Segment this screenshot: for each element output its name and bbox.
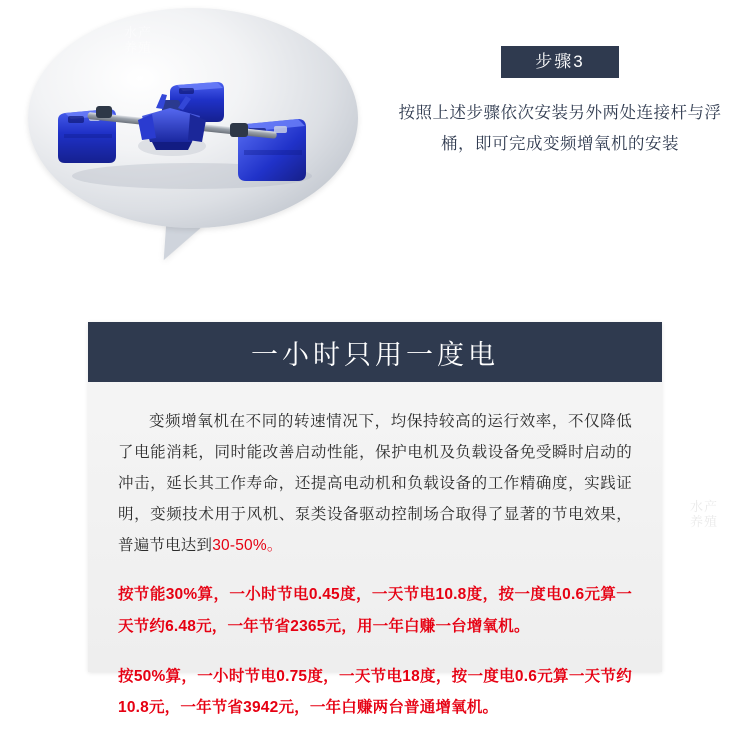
step-description: 按照上述步骤依次安装另外两处连接杆与浮桶，即可完成变频增氧机的安装 — [398, 104, 722, 153]
step-badge: 步骤3 — [501, 46, 618, 78]
paragraph-saving-50: 按50%算，一小时节电0.75度，一天节电18度，按一度电0.6元算一天节约10.8元，一年节省3942元，一年白赚两台普通增氧机。 — [118, 667, 632, 717]
step-text-block — [395, 46, 725, 159]
top-illustration-section — [0, 0, 750, 300]
paragraph-main-text: 变频增氧机在不同的转速情况下，均保持较高的运行效率，不仅降低了电能消耗，同时能改善启动性能，保护电机及负载设备免受瞬时启动的冲击，延长其工作寿命，还提高电动机和负载设备的工作精确度，实践证明，变频技术用于风机、泵类设备驱动控制场合取得了显著的节电效果，普遍节电达到 — [118, 413, 632, 554]
energy-saving-panel — [88, 322, 662, 717]
speech-bubble-container — [28, 8, 388, 268]
panel-title: 一小时只用一度电 — [251, 339, 499, 370]
paragraph-main-highlight: 30-50%。 — [212, 537, 283, 554]
speech-bubble — [28, 8, 358, 228]
watermark-text: 水产 养殖 — [124, 25, 153, 55]
paragraph-saving-30: 按节能30%算，一小时节电0.45度，一天节电10.8度，按一度电0.6元算一天节约6.48元，一年节省2365元，用一年白赚一台增氧机。 — [118, 586, 632, 635]
aerator-illustration — [42, 54, 342, 194]
watermark-text-panel: 水产 养殖 — [690, 499, 719, 529]
panel-header — [88, 322, 662, 382]
right-float-tank — [238, 119, 306, 181]
paragraph-main — [118, 406, 632, 561]
panel-body — [88, 382, 662, 724]
